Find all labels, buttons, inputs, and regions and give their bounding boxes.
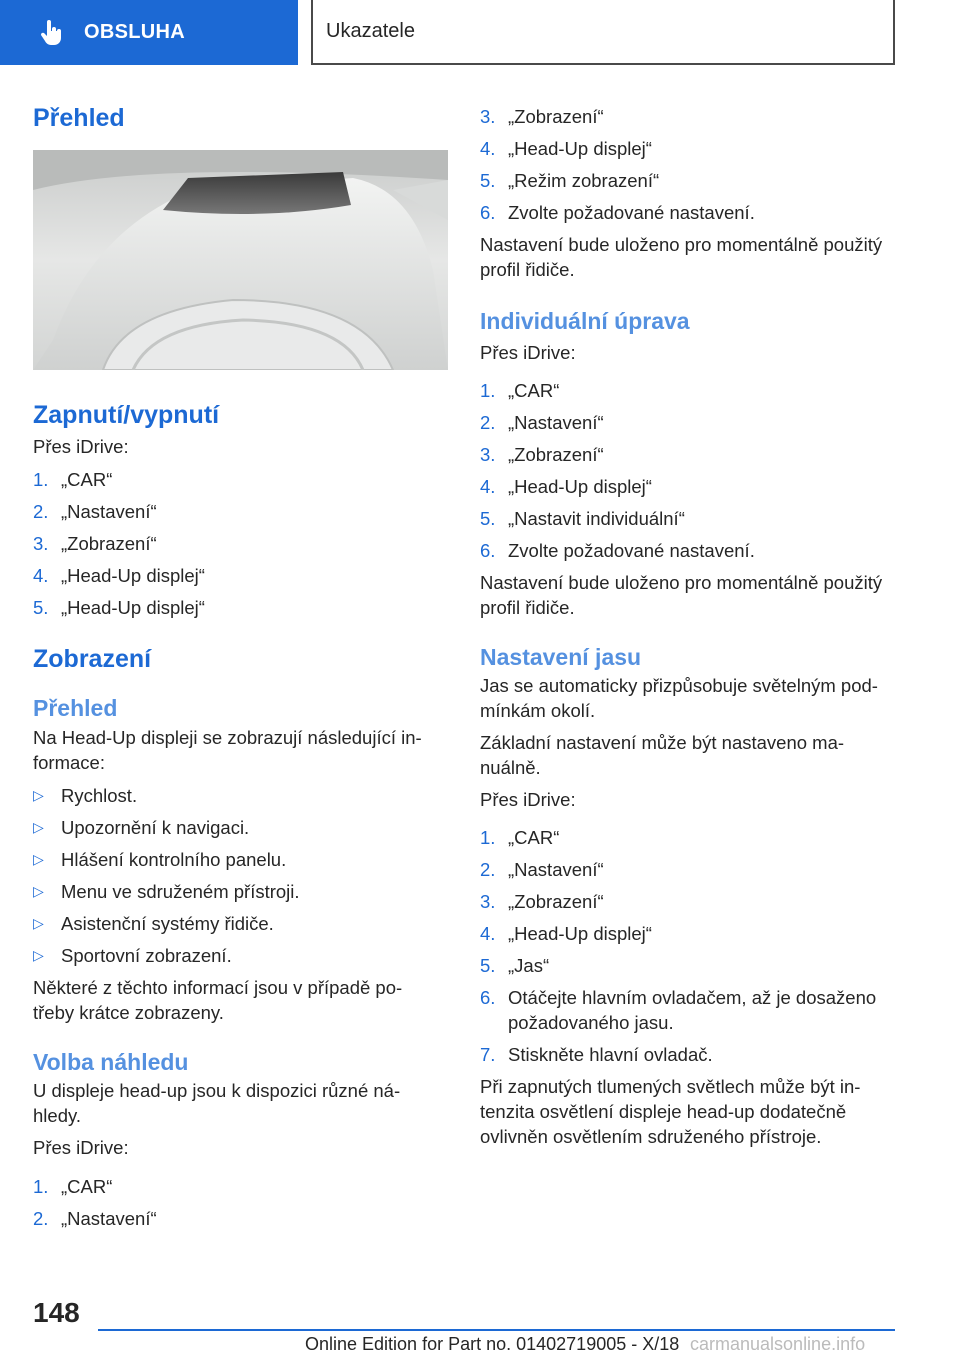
intro-idrive: Přes iDrive: (480, 789, 576, 811)
save-note: Nastavení bude uloženo pro momentálně použitý profil řidiče. (480, 234, 883, 280)
list-item: 1. „CAR“ (33, 1176, 113, 1198)
list-item: 3. „Zobrazení“ (33, 533, 157, 554)
steps-on-off (33, 467, 448, 620)
section-label: OBSLUHA (84, 21, 185, 43)
list-item: 6. Zvolte požadované nastavení. (480, 539, 755, 561)
intro-idrive: Přes iDrive: (480, 341, 576, 363)
list-item: 7. Stiskněte hlavní ovladač. (480, 1044, 713, 1066)
brightness-note: Při zapnutých tlumených světlech může být in- tenzita osvětlení displeje head-up dodatečně ovlivněn osvětlením sdruženého přístroje. (480, 1076, 861, 1148)
overview-note: Některé z těchto informací jsou v případě po- třeby krátce zobrazeny. (33, 976, 403, 1023)
list-item: 5. „Nastavit individuální“ (480, 507, 685, 529)
list-item: 1. „CAR“ (480, 379, 560, 401)
list-item: 3. „Zobrazení“ (480, 891, 604, 913)
section-title-display: Zobrazení (33, 645, 152, 673)
subsection-title-brightness: Nastavení jasu (480, 643, 642, 670)
brightness-text-2: Základní nastavení může být nastaveno ma- nuálně. (480, 732, 845, 779)
list-item: ▷ Sportovní zobrazení. (33, 944, 232, 966)
left-column (33, 96, 448, 1231)
list-item: 4. „Head-Up displej“ (480, 923, 652, 945)
page-title: Přehled (33, 104, 125, 132)
list-item: 2. „Nastavení“ (33, 1208, 157, 1230)
list-item: ▷ Asistenční systémy řidiče. (33, 912, 274, 934)
list-item: 5. „Režim zobrazení“ (480, 170, 660, 191)
list-item: 3. „Zobrazení“ (480, 106, 604, 127)
list-item: 2. „Nastavení“ (480, 411, 604, 433)
chapter-label: Ukazatele (326, 20, 415, 42)
section-title-on-off: Zapnutí/vypnutí (33, 401, 220, 429)
save-note: Nastavení bude uloženo pro momentálně použitý profil řidiče. (480, 571, 883, 618)
intro-idrive: Přes iDrive: (33, 1137, 129, 1159)
steps-individual (480, 378, 900, 563)
list-item: 2. „Nastavení“ (33, 501, 157, 522)
brightness-text: Jas se automaticky přizpůsobuje světelným pod- mínkám okolí. (480, 675, 878, 722)
list-item: 1. „CAR“ (33, 469, 113, 490)
steps-brightness (480, 825, 900, 1067)
list-item: 5. „Head-Up displej“ (33, 597, 205, 618)
subsection-title-overview: Přehled (33, 695, 118, 721)
info-bullets (33, 783, 448, 968)
list-item: 5. „Jas“ (480, 955, 550, 977)
overview-text: Na Head-Up displeji se zobrazují následující in- formace: (33, 726, 422, 773)
list-item: ▷ Hlášení kontrolního panelu. (33, 848, 287, 870)
hand-pointer-icon (40, 20, 62, 46)
list-item: 6. Otáčejte hlavním ovladačem, až je dosaženo požadovaného jasu. (480, 987, 877, 1034)
steps-view-continued (480, 104, 900, 225)
list-item: ▷ Rychlost. (33, 784, 138, 806)
head-up-display-photo (33, 150, 448, 370)
list-item: ▷ Upozornění k navigaci. (33, 816, 250, 838)
subsection-title-view: Volba náhledu (33, 1048, 189, 1075)
steps-view (33, 1174, 448, 1231)
chapter-box (311, 0, 895, 65)
watermark: carmanualsonline.info (690, 1334, 866, 1354)
right-column (480, 104, 900, 1149)
list-item: 6. Zvolte požadované nastavení. (480, 202, 755, 223)
section-tab[interactable] (0, 0, 298, 65)
list-item: ▷ Menu ve sdruženém přístroji. (33, 880, 300, 902)
intro-idrive: Přes iDrive: (33, 436, 129, 457)
list-item: 2. „Nastavení“ (480, 859, 604, 881)
page-number: 148 (33, 1297, 80, 1328)
view-text: U displeje head-up jsou k dispozici různé ná- hledy. (33, 1080, 401, 1127)
list-item: 4. „Head-Up displej“ (33, 565, 205, 586)
footer-edition: Online Edition for Part no. 01402719005 - X/18 (305, 1334, 680, 1354)
footer-divider (98, 1329, 895, 1331)
list-item: 1. „CAR“ (480, 827, 560, 849)
list-item: 4. „Head-Up displej“ (480, 138, 652, 159)
list-item: 4. „Head-Up displej“ (480, 475, 652, 497)
subsection-title-individual: Individuální úprava (480, 308, 690, 334)
list-item: 3. „Zobrazení“ (480, 443, 604, 465)
